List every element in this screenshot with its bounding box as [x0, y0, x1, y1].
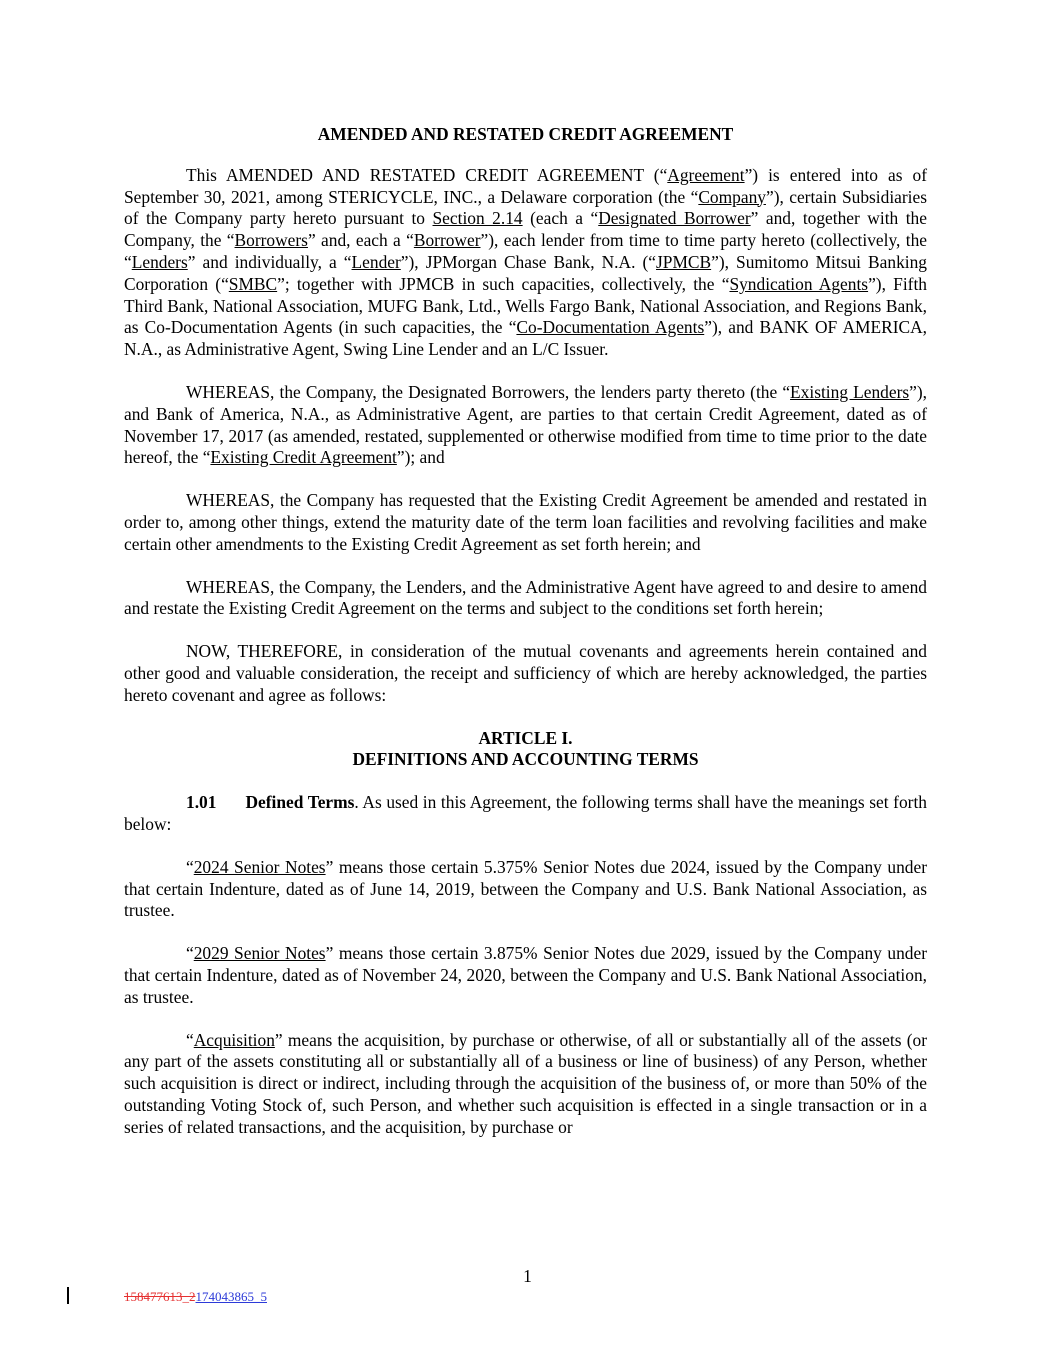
preamble-text: ”), JPMorgan Chase Bank, N.A. (“	[400, 251, 657, 272]
article-heading	[124, 728, 927, 772]
term-designated-borrower: Designated Borrower	[598, 208, 751, 229]
section-title: Defined Terms	[245, 792, 355, 813]
document-page	[124, 124, 927, 1159]
definition-2024-senior-notes	[124, 857, 927, 922]
article-number: ARTICLE I.	[478, 727, 573, 748]
preamble-text: This AMENDED AND RESTATED CREDIT AGREEMENT (“	[186, 164, 668, 185]
preamble-text: ”), Fifth Third Bank, National Association, MUFG Bank, Ltd., Wells Fargo Bank, National Association, and Regions Bank, as Co-Documentation Agents (in such capacities, the “	[124, 273, 927, 338]
term-company: Company	[698, 186, 766, 207]
term-lender: Lender	[351, 251, 401, 272]
definition-text: ” means the acquisition, by purchase or otherwise, of all or substantially all of the assets (or any part of the assets constituting all or substantially all of a business or line of business) of any Person, whether such acquisition is direct or indirect, including through the acquisition of the business of, or more than 50% of the outstanding Voting Stock of, such Person, and whether such acquisition is effected in a single transaction or in a series of related transactions, and the acquisition, by purchase or	[124, 1029, 927, 1137]
term-borrower: Borrower	[413, 230, 481, 251]
whereas-paragraph-3: WHEREAS, the Company, the Lenders, and the Administrative Agent have agreed to and desire to amend and restate the Existing Credit Agreement on the terms and subject to the conditions set forth herein;	[124, 576, 927, 619]
term-jpmcb: JPMCB	[656, 251, 712, 272]
defined-term: Acquisition	[193, 1029, 275, 1050]
whereas-text: ”); and	[396, 447, 445, 468]
term-agreement: Agreement	[667, 164, 745, 185]
definition-2029-senior-notes	[124, 943, 927, 1008]
preamble-text: ”), Sumitomo Mitsui Banking Corporation (“	[124, 251, 927, 294]
preamble-text: (each a “	[522, 208, 599, 229]
whereas-paragraph-2: WHEREAS, the Company has requested that the Existing Credit Agreement be amended and restated in order to, among other things, extend the maturity date of the term loan facilities and revolving facilities and make certain other amendments to the Existing Credit Agreement as set forth herein; and	[124, 490, 927, 554]
definition-text: ” means those certain 3.875% Senior Notes due 2029, issued by the Company under that certain Indenture, dated as of November 24, 2020, between the Company and U.S. Bank National Association, as trustee.	[124, 943, 927, 1007]
term-lenders: Lenders	[131, 251, 188, 272]
document-id	[124, 1289, 267, 1304]
term-existing-credit-agreement: Existing Credit Agreement	[210, 447, 397, 468]
page-number: 1	[523, 1266, 532, 1286]
defined-term: 2029 Senior Notes	[193, 943, 326, 964]
preamble-text: ”), each lender from time to time party hereto (collectively, the “	[124, 230, 927, 272]
whereas-paragraph-1	[124, 382, 927, 469]
definition-text: ” means those certain 5.375% Senior Notes due 2024, issued by the Company under that certain Indenture, dated as of June 14, 2019, between the Company and U.S. Bank National Association, as trustee.	[124, 856, 927, 921]
quote-mark: “	[186, 856, 194, 877]
section-reference: Section 2.14	[432, 208, 523, 229]
preamble-paragraph	[124, 165, 927, 361]
whereas-text: WHEREAS, the Company, the Designated Borrowers, the lenders party thereto (the “	[186, 381, 791, 402]
change-bar	[67, 1287, 69, 1304]
preamble-text: ”; together with JPMCB in such capacities, collectively, the “	[277, 273, 730, 294]
new-document-id: 174043865_5	[195, 1289, 267, 1304]
whereas-text: ”), and Bank of America, N.A., as Administrative Agent, are parties to that certain Credit Agreement, dated as of November 17, 2017 (as amended, restated, supplemented or otherwise modified from time to time prior to the date hereof, the “	[124, 381, 927, 468]
now-therefore-paragraph: NOW, THEREFORE, in consideration of the mutual covenants and agreements herein contained and other good and valuable consideration, the receipt and sufficiency of which are hereby acknowledged, the parties hereto covenant and agree as follows:	[124, 641, 927, 705]
term-smbc: SMBC	[228, 273, 278, 294]
preamble-text: ” and, each a “	[307, 230, 414, 251]
quote-mark: “	[186, 1029, 194, 1050]
preamble-text: ”), and BANK OF AMERICA, N.A., as Administrative Agent, Swing Line Lender and an L/C Issuer.	[124, 317, 927, 360]
old-document-id: 158477613_2	[124, 1289, 196, 1304]
section-1-01	[124, 792, 927, 836]
preamble-text: ” and individually, a “	[187, 251, 352, 272]
section-text: . As used in this Agreement, the following terms shall have the meanings set forth below:	[124, 792, 927, 834]
term-co-documentation-agents: Co-Documentation Agents	[516, 317, 705, 338]
document-title: AMENDED AND RESTATED CREDIT AGREEMENT	[317, 124, 734, 144]
definition-acquisition	[124, 1030, 927, 1139]
preamble-text: ”) is entered into as of September 30, 2021, among STERICYCLE, INC., a Delaware corporation (the “	[124, 164, 928, 207]
preamble-text: ” and, together with the Company, the “	[124, 208, 927, 251]
article-name: DEFINITIONS AND ACCOUNTING TERMS	[352, 749, 699, 770]
term-borrowers: Borrowers	[234, 230, 308, 251]
term-existing-lenders: Existing Lenders	[790, 381, 910, 402]
section-number: 1.01	[186, 792, 217, 813]
preamble-text: ”), certain Subsidiaries of the Company party hereto pursuant to	[124, 186, 927, 229]
term-syndication-agents: Syndication Agents	[729, 273, 869, 294]
quote-mark: “	[186, 943, 194, 964]
defined-term: 2024 Senior Notes	[193, 856, 326, 877]
